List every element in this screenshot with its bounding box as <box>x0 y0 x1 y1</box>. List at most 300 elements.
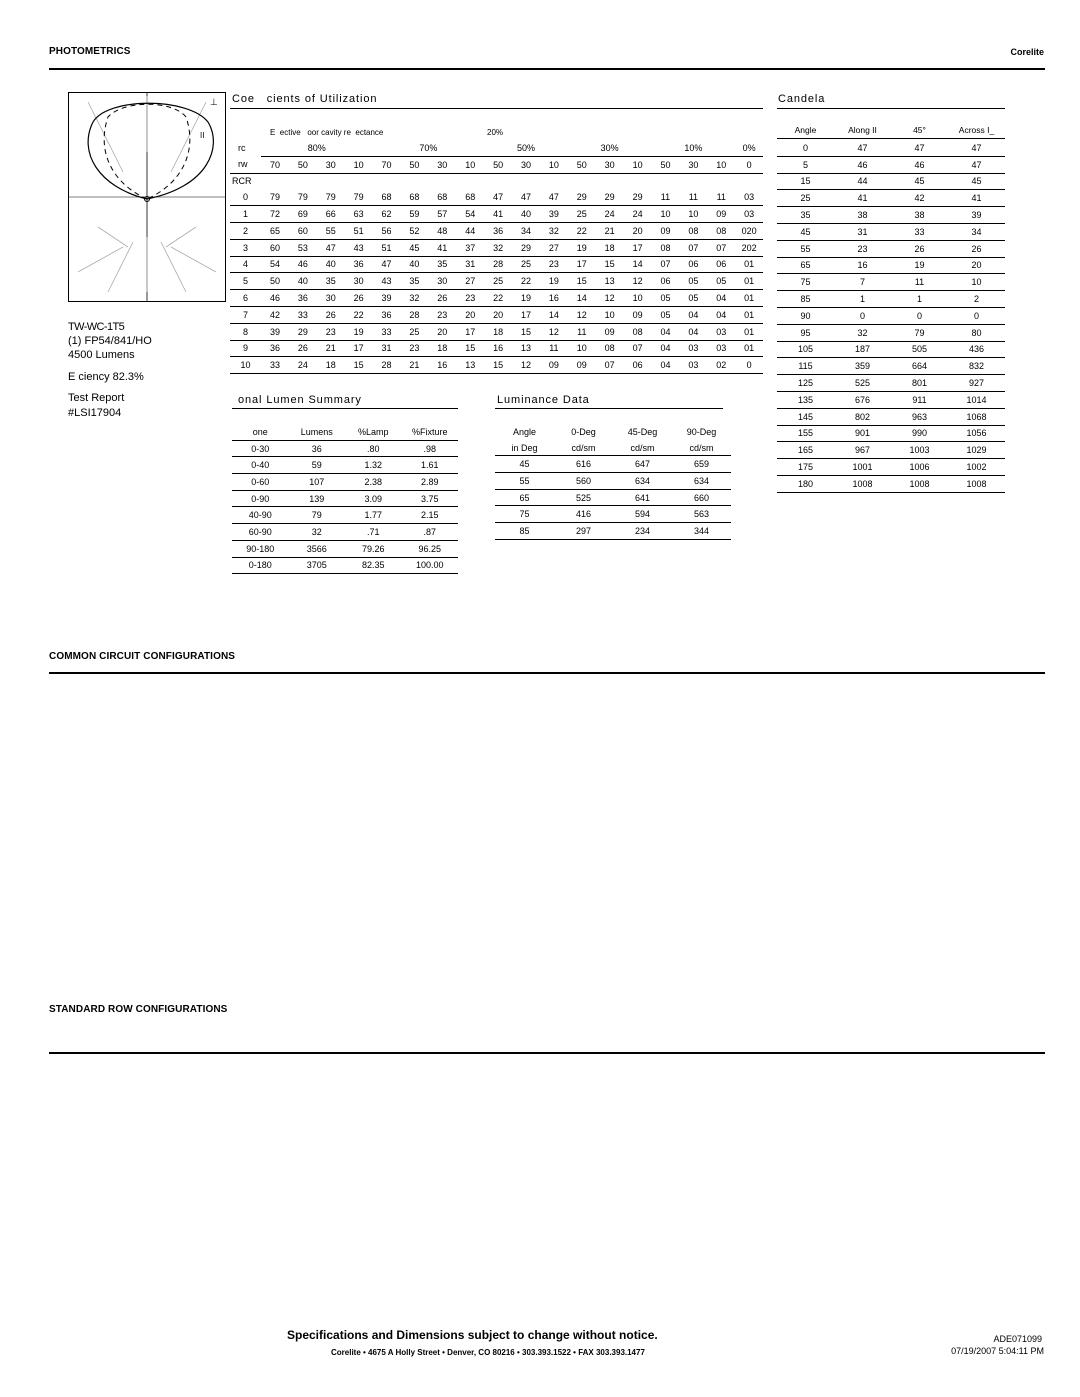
candela-value: 801 <box>891 375 948 392</box>
luminance-value: 297 <box>554 523 613 540</box>
cu-value: 18 <box>317 357 345 374</box>
candela-value: 1008 <box>834 475 891 492</box>
cu-value: 47 <box>540 189 568 205</box>
candela-value: 802 <box>834 408 891 425</box>
header-rule <box>49 68 1045 70</box>
zonal-value: 107 <box>289 474 346 491</box>
candela-value: 1029 <box>948 442 1005 459</box>
candela-value: 46 <box>834 156 891 173</box>
cu-value: 29 <box>568 189 596 205</box>
candela-value: 436 <box>948 341 1005 358</box>
cu-value: 33 <box>373 323 401 340</box>
zonal-value: 2.89 <box>402 474 459 491</box>
cu-value: 32 <box>540 222 568 239</box>
candela-value: 1006 <box>891 459 948 476</box>
cu-value: 04 <box>707 290 735 307</box>
rw-value: 50 <box>484 156 512 173</box>
candela-value: 175 <box>777 459 834 476</box>
candela-value: 47 <box>948 156 1005 173</box>
rw-value: 10 <box>345 156 373 173</box>
cu-value: 13 <box>596 273 624 290</box>
cu-value: 14 <box>540 306 568 323</box>
section-title-photometrics: PHOTOMETRICS <box>49 46 131 57</box>
cu-value: 39 <box>373 290 401 307</box>
cu-value: 28 <box>484 256 512 273</box>
cu-value: 21 <box>400 357 428 374</box>
rcr-label: RCR <box>232 176 252 187</box>
candela-value: 1 <box>834 291 891 308</box>
cu-value: 08 <box>652 239 680 256</box>
row-rule <box>49 1052 1045 1054</box>
cu-value: 37 <box>456 239 484 256</box>
cu-value: 68 <box>428 189 456 205</box>
candela-row <box>777 324 1005 341</box>
cu-value: 11 <box>707 189 735 205</box>
footer-address: Corelite • 4675 A Holly Street • Denver, CO 80216 • 303.393.1522 • FAX 303.393.1477 <box>331 1348 645 1357</box>
cu-value: 06 <box>707 256 735 273</box>
cu-value: 18 <box>484 323 512 340</box>
cu-value: 03 <box>679 340 707 357</box>
cu-value: 25 <box>400 323 428 340</box>
luminance-value: 634 <box>672 473 731 490</box>
cu-value: 06 <box>679 256 707 273</box>
cu-title: Coe cients of Utilization <box>232 93 378 105</box>
cu-value: 46 <box>261 290 289 307</box>
rc-value: 10% <box>652 140 736 156</box>
zonal-value: 1.77 <box>345 507 402 524</box>
candela-value: 20 <box>948 257 1005 274</box>
cu-value: 01 <box>735 273 763 290</box>
cu-value: 33 <box>289 306 317 323</box>
zonal-row <box>232 507 458 524</box>
cu-value: 25 <box>512 256 540 273</box>
cu-value: 07 <box>707 239 735 256</box>
lum-sub-angle: in Deg <box>495 440 554 456</box>
candela-row <box>777 408 1005 425</box>
candela-value: 1001 <box>834 459 891 476</box>
cu-value: 52 <box>400 222 428 239</box>
cu-row <box>230 222 763 239</box>
cu-value: 53 <box>289 239 317 256</box>
cu-value: 30 <box>345 273 373 290</box>
cu-value: 79 <box>289 189 317 205</box>
candela-value: 180 <box>777 475 834 492</box>
cu-value: 10 <box>596 306 624 323</box>
cu-value: 24 <box>289 357 317 374</box>
cu-value: 11 <box>540 340 568 357</box>
candela-row <box>777 274 1005 291</box>
cu-value: 60 <box>261 239 289 256</box>
luminance-value: 641 <box>613 489 672 506</box>
candela-value: 75 <box>777 274 834 291</box>
cu-value: 01 <box>735 290 763 307</box>
rc-label: rc <box>238 143 246 154</box>
candela-value: 0 <box>948 307 1005 324</box>
candela-value: 32 <box>834 324 891 341</box>
cu-value: 16 <box>540 290 568 307</box>
cu-value: 44 <box>456 222 484 239</box>
luminance-subheader-row <box>495 440 731 456</box>
cu-value: 36 <box>484 222 512 239</box>
lum-sub-90deg: cd/sm <box>672 440 731 456</box>
zonal-value: 139 <box>289 490 346 507</box>
cu-value: 25 <box>568 206 596 223</box>
cu-value: 63 <box>345 206 373 223</box>
candela-value: 990 <box>891 425 948 442</box>
cu-value: 23 <box>317 323 345 340</box>
zonal-value: .71 <box>345 524 402 541</box>
cu-title-rule <box>230 108 763 109</box>
rcr-value: 8 <box>230 323 261 340</box>
cu-value: 15 <box>456 340 484 357</box>
zonal-value: 32 <box>289 524 346 541</box>
polar-distribution-diagram <box>68 92 226 302</box>
candela-value: 10 <box>948 274 1005 291</box>
candela-value: 11 <box>891 274 948 291</box>
candela-value: 38 <box>891 207 948 224</box>
candela-value: 65 <box>777 257 834 274</box>
cu-value: 57 <box>428 206 456 223</box>
zonal-value: 60-90 <box>232 524 289 541</box>
candela-row <box>777 291 1005 308</box>
cu-rc-row <box>230 140 763 156</box>
cu-value: 31 <box>373 340 401 357</box>
candela-value: 41 <box>948 190 1005 207</box>
cu-value: 16 <box>484 340 512 357</box>
candela-header-across: Across I_ <box>948 122 1005 139</box>
rw-value: 30 <box>317 156 345 173</box>
cu-value: 11 <box>679 189 707 205</box>
candela-header <box>777 122 1005 139</box>
cu-value: 40 <box>512 206 540 223</box>
cu-value: 08 <box>679 222 707 239</box>
cu-value: 68 <box>400 189 428 205</box>
rcr-value: 4 <box>230 256 261 273</box>
zonal-value: 79.26 <box>345 540 402 557</box>
cu-value: 35 <box>428 256 456 273</box>
cu-table <box>230 140 763 374</box>
cu-value: 09 <box>540 357 568 374</box>
cu-value: 15 <box>512 323 540 340</box>
footer-doc-id: ADE071099 <box>993 1334 1042 1344</box>
candela-value: 1 <box>891 291 948 308</box>
cu-value: 02 <box>707 357 735 374</box>
cu-value: 0 <box>735 357 763 374</box>
luminance-row <box>495 473 731 490</box>
cu-value: 19 <box>540 273 568 290</box>
candela-value: 7 <box>834 274 891 291</box>
rcr-value: 5 <box>230 273 261 290</box>
cu-rw-row <box>230 156 763 173</box>
cu-value: 10 <box>568 340 596 357</box>
rw-value: 30 <box>679 156 707 173</box>
cu-value: 46 <box>289 256 317 273</box>
cu-value: 05 <box>679 290 707 307</box>
cu-value: 13 <box>456 357 484 374</box>
cu-caption: E ective oor cavity re ectance <box>270 128 384 137</box>
rw-value: 10 <box>624 156 652 173</box>
cu-value: 06 <box>652 273 680 290</box>
candela-value: 5 <box>777 156 834 173</box>
zonal-value: .98 <box>402 440 459 457</box>
candela-value: 41 <box>834 190 891 207</box>
cu-value: 05 <box>679 273 707 290</box>
rc-value: 80% <box>261 140 373 156</box>
cu-value: 14 <box>624 256 652 273</box>
candela-row <box>777 240 1005 257</box>
cu-value: 47 <box>373 256 401 273</box>
candela-value: 26 <box>948 240 1005 257</box>
cu-value: 39 <box>261 323 289 340</box>
rcr-value: 6 <box>230 290 261 307</box>
zonal-header-zone: one <box>232 424 289 440</box>
luminance-value: 659 <box>672 456 731 473</box>
candela-row <box>777 442 1005 459</box>
luminance-value: 234 <box>613 523 672 540</box>
cu-value: 48 <box>428 222 456 239</box>
cu-value: 07 <box>652 256 680 273</box>
rw-label: rw <box>230 156 261 173</box>
candela-value: 1003 <box>891 442 948 459</box>
lum-header-0deg: 0-Deg <box>571 426 596 437</box>
cu-value: 10 <box>624 290 652 307</box>
candela-value: 664 <box>891 358 948 375</box>
luminance-value: 660 <box>672 489 731 506</box>
zonal-header-fixture: %Fixture <box>402 424 459 440</box>
luminance-value: 563 <box>672 506 731 523</box>
cu-value: 43 <box>373 273 401 290</box>
luminance-value: 647 <box>613 456 672 473</box>
candela-value: 2 <box>948 291 1005 308</box>
cu-value: 54 <box>261 256 289 273</box>
candela-value: 0 <box>777 140 834 156</box>
rw-value: 30 <box>428 156 456 173</box>
rw-value: 10 <box>707 156 735 173</box>
luminance-value: 85 <box>495 523 554 540</box>
cu-value: 41 <box>428 239 456 256</box>
cu-value: 68 <box>456 189 484 205</box>
candela-value: 44 <box>834 173 891 190</box>
candela-value: 832 <box>948 358 1005 375</box>
zonal-header-lumens: Lumens <box>289 424 346 440</box>
rw-value: 50 <box>289 156 317 173</box>
cu-value: 01 <box>735 256 763 273</box>
cu-value: 28 <box>400 306 428 323</box>
cu-value: 18 <box>596 239 624 256</box>
cu-value: 07 <box>624 340 652 357</box>
candela-value: 676 <box>834 391 891 408</box>
cu-value: 36 <box>345 256 373 273</box>
cu-value: 34 <box>512 222 540 239</box>
cu-row <box>230 306 763 323</box>
cu-row <box>230 340 763 357</box>
cu-value: 01 <box>735 306 763 323</box>
luminance-value: 45 <box>495 456 554 473</box>
cu-value: 18 <box>428 340 456 357</box>
candela-value: 34 <box>948 223 1005 240</box>
rc-value: 70% <box>373 140 485 156</box>
cu-value: 79 <box>345 189 373 205</box>
cu-value: 42 <box>261 306 289 323</box>
zonal-title-rule <box>232 408 458 409</box>
candela-header-along: Along II <box>834 122 891 139</box>
cu-value: 55 <box>317 222 345 239</box>
zonal-value: 96.25 <box>402 540 459 557</box>
candela-value: 85 <box>777 291 834 308</box>
candela-value: 55 <box>777 240 834 257</box>
lum-sub-45deg: cd/sm <box>613 440 672 456</box>
cu-value: 22 <box>484 290 512 307</box>
candela-row <box>777 223 1005 240</box>
brand-name: Corelite <box>1010 47 1044 57</box>
cu-value: 23 <box>400 340 428 357</box>
rc-value: 50% <box>484 140 568 156</box>
candela-value: 45 <box>891 173 948 190</box>
candela-value: 19 <box>891 257 948 274</box>
cu-value: 202 <box>735 239 763 256</box>
candela-value: 1068 <box>948 408 1005 425</box>
cu-value: 04 <box>652 340 680 357</box>
zonal-row <box>232 490 458 507</box>
parallel-label: II <box>200 131 205 140</box>
cu-value: 29 <box>289 323 317 340</box>
section-title-circuit: COMMON CIRCUIT CONFIGURATIONS <box>49 651 236 662</box>
candela-value: 26 <box>891 240 948 257</box>
zonal-row <box>232 540 458 557</box>
candela-value: 1056 <box>948 425 1005 442</box>
rw-value: 10 <box>456 156 484 173</box>
luminance-row <box>495 456 731 473</box>
zonal-value: 1.61 <box>402 457 459 474</box>
candela-row <box>777 257 1005 274</box>
section-title-row: STANDARD ROW CONFIGURATIONS <box>49 1004 228 1015</box>
cu-row <box>230 323 763 340</box>
lum-header-angle: Angle <box>512 426 537 437</box>
cu-value: 21 <box>596 222 624 239</box>
cu-value: 09 <box>568 357 596 374</box>
test-report-id: #LSI17904 <box>68 407 122 419</box>
cu-row <box>230 273 763 290</box>
cu-row <box>230 357 763 374</box>
cu-rcr-row <box>230 173 763 189</box>
candela-value: 47 <box>891 140 948 156</box>
cu-value: 15 <box>596 256 624 273</box>
candela-header-45: 45° <box>891 122 948 139</box>
candela-value: 0 <box>891 307 948 324</box>
cu-value: 60 <box>289 222 317 239</box>
cu-value: 08 <box>707 222 735 239</box>
candela-title: Candela <box>778 93 826 105</box>
cu-value: 19 <box>568 239 596 256</box>
rcr-value: 3 <box>230 239 261 256</box>
cu-value: 33 <box>261 357 289 374</box>
cu-value: 65 <box>261 222 289 239</box>
cu-value: 26 <box>345 290 373 307</box>
zonal-value: 3705 <box>289 557 346 574</box>
zonal-value: 2.15 <box>402 507 459 524</box>
cu-value: 15 <box>345 357 373 374</box>
cu-value: 020 <box>735 222 763 239</box>
rw-value: 30 <box>596 156 624 173</box>
rw-value: 70 <box>261 156 289 173</box>
candela-value: 15 <box>777 173 834 190</box>
candela-value: 187 <box>834 341 891 358</box>
cu-value: 10 <box>652 206 680 223</box>
cu-value: 11 <box>568 323 596 340</box>
cu-value: 09 <box>624 306 652 323</box>
luminance-title-rule <box>495 408 723 409</box>
cu-row <box>230 189 763 205</box>
cu-value: 47 <box>512 189 540 205</box>
fixture-lumens: 4500 Lumens <box>68 349 135 361</box>
cu-value: 39 <box>540 206 568 223</box>
fixture-lamp: (1) FP54/841/HO <box>68 335 152 347</box>
cu-value: 03 <box>679 357 707 374</box>
cu-value: 17 <box>345 340 373 357</box>
cu-value: 04 <box>652 357 680 374</box>
zonal-value: 3.75 <box>402 490 459 507</box>
zonal-value: 0-180 <box>232 557 289 574</box>
zonal-value: 3566 <box>289 540 346 557</box>
cu-value: 72 <box>261 206 289 223</box>
zonal-value: 0-40 <box>232 457 289 474</box>
cu-value: 26 <box>289 340 317 357</box>
luminance-title: Luminance Data <box>497 394 590 406</box>
luminance-value: 75 <box>495 506 554 523</box>
cu-value: 07 <box>596 357 624 374</box>
zonal-value: 0-90 <box>232 490 289 507</box>
cu-value: 20 <box>428 323 456 340</box>
candela-row <box>777 475 1005 492</box>
candela-value: 165 <box>777 442 834 459</box>
cu-value: 43 <box>345 239 373 256</box>
cu-value: 19 <box>512 290 540 307</box>
cu-row <box>230 256 763 273</box>
cu-value: 24 <box>596 206 624 223</box>
zonal-value: 100.00 <box>402 557 459 574</box>
cu-value: 17 <box>512 306 540 323</box>
rcr-value: 0 <box>230 189 261 205</box>
zonal-header-row <box>232 424 458 440</box>
rw-value: 10 <box>540 156 568 173</box>
perpendicular-label: ⊥ <box>210 97 218 107</box>
zonal-value: 82.35 <box>345 557 402 574</box>
zonal-value: 0-30 <box>232 440 289 457</box>
luminance-header-row <box>495 424 731 440</box>
cu-value: 16 <box>428 357 456 374</box>
candela-row <box>777 459 1005 476</box>
cu-value: 12 <box>540 323 568 340</box>
zonal-value: 36 <box>289 440 346 457</box>
candela-value: 155 <box>777 425 834 442</box>
candela-row <box>777 190 1005 207</box>
cu-value: 25 <box>484 273 512 290</box>
cu-value: 32 <box>484 239 512 256</box>
cu-value: 27 <box>456 273 484 290</box>
zonal-row <box>232 457 458 474</box>
luminance-value: 634 <box>613 473 672 490</box>
zonal-row <box>232 557 458 574</box>
cu-value: 17 <box>568 256 596 273</box>
cu-value: 07 <box>679 239 707 256</box>
zonal-row <box>232 524 458 541</box>
luminance-value: 616 <box>554 456 613 473</box>
cu-value: 50 <box>261 273 289 290</box>
cu-caption-value: 20% <box>487 128 504 137</box>
test-report-label: Test Report <box>68 392 125 404</box>
cu-value: 35 <box>400 273 428 290</box>
rw-value: 50 <box>400 156 428 173</box>
